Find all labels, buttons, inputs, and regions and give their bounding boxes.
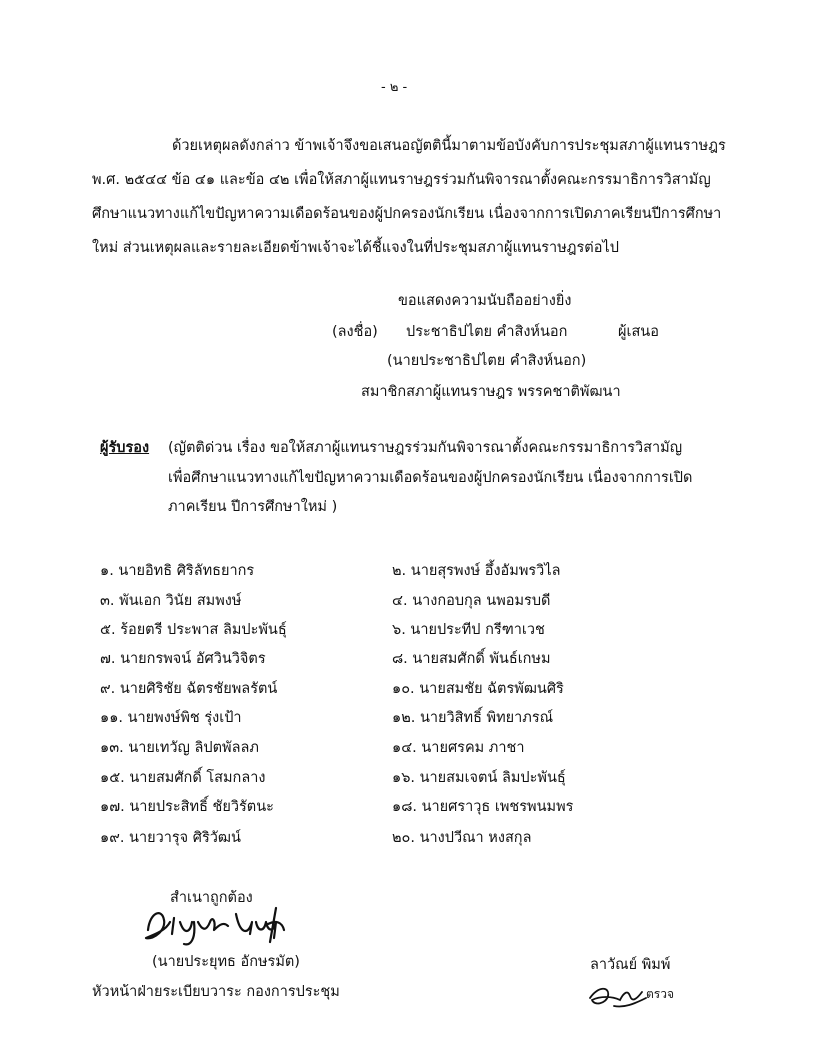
endorser-name: ๙. นายศิริชัย ฉัตรชัยพลรัตน์	[100, 681, 278, 697]
endorser-name: ๑๓. นายเทวัญ ลิปตพัลลภ	[100, 740, 259, 756]
check-label: ตรวจ	[646, 987, 675, 1001]
endorser-name: ๒. นายสุรพงษ์ อึ้งอัมพรวิไล	[392, 563, 561, 579]
endorser-name: ๒๐. นางปวีณา หงสกุล	[392, 830, 532, 846]
body-line: ศึกษาแนวทางแก้ไขปัญหาความเดือดร้อนของผู้ปกครองนักเรียน เนื่องจากการเปิดภาคเรียนปีการศึกษา	[92, 206, 722, 222]
endorser-row	[0, 649, 816, 671]
body-line: ใหม่ ส่วนเหตุผลและรายละเอียดข้าพเจ้าจะได้ชี้แจงในที่ประชุมสภาผู้แทนราษฎรต่อไป	[92, 240, 619, 256]
endorser-name: ๑๔. นายศรคม ภาชา	[392, 740, 525, 756]
certifier-title: หัวหน้าฝ่ายระเบียบวาระ กองการประชุม	[92, 984, 340, 1000]
endorser-name: ๑๒. นายวิสิทธิ์ พิทยาภรณ์	[392, 710, 554, 726]
endorser-name: ๑๐. นายสมชัย ฉัตรพัฒนศิริ	[392, 681, 564, 697]
signer-affiliation: สมาชิกสภาผู้แทนราษฎร พรรคชาติพัฒนา	[361, 384, 621, 400]
checker-signature	[584, 978, 654, 1012]
endorser-name: ๑. นายอิทธิ ศิริลัทธยากร	[100, 563, 255, 579]
closing-respect: ขอแสดงความนับถืออย่างยิ่ง	[398, 293, 572, 309]
typist-name: ลาวัณย์ พิมพ์	[590, 957, 671, 973]
sign-label: (ลงชื่อ)	[332, 324, 378, 340]
endorser-row	[0, 828, 816, 850]
signer-role: ผู้เสนอ	[618, 324, 659, 340]
endorser-row	[0, 738, 816, 760]
endorser-name: ๑๙. นายวารุจ ศิริวัฒน์	[100, 830, 241, 846]
endorser-row	[0, 591, 816, 613]
endorser-name: ๑๑. นายพงษ์พิช รุ่งเป้า	[100, 710, 242, 726]
motion-line: ภาคเรียน ปีการศึกษาใหม่ )	[168, 499, 338, 515]
endorser-name: ๔. นางกอบกุล นพอมรบดี	[392, 593, 551, 609]
endorser-name: ๘. นายสมศักดิ์ พันธ์เกษม	[392, 651, 551, 667]
endorser-name: ๓. พันเอก วินัย สมพงษ์	[100, 593, 242, 609]
endorser-row	[0, 679, 816, 701]
endorser-row	[0, 768, 816, 790]
body-line: พ.ศ. ๒๕๔๔ ข้อ ๔๑ และข้อ ๔๒ เพื่อให้สภาผู้แทนราษฎรร่วมกันพิจารณาตั้งคณะกรรมาธิการวิสามัญ	[92, 172, 711, 188]
endorser-name: ๑๖. นายสมเจตน์ ลิมปะพันธุ์	[392, 770, 566, 786]
body-line: ด้วยเหตุผลดังกล่าว ข้าพเจ้าจึงขอเสนอญัตตินี้มาตามข้อบังคับการประชุมสภาผู้แทนราษฎร	[172, 138, 726, 154]
endorser-row	[0, 620, 816, 642]
endorser-row	[0, 797, 816, 819]
endorser-name: ๑๗. นายประสิทธิ์ ชัยวิรัตนะ	[100, 799, 274, 815]
signer-name-paren: (นายประชาธิปไตย คำสิงห์นอก)	[387, 353, 587, 369]
motion-line: (ญัตติด่วน เรื่อง ขอให้สภาผู้แทนราษฎรร่วมกันพิจารณาตั้งคณะกรรมาธิการวิสามัญ	[168, 440, 683, 456]
endorser-row	[0, 561, 816, 583]
body-paragraph	[92, 129, 732, 265]
copy-certified-label: สำเนาถูกต้อง	[170, 890, 253, 906]
endorser-name: ๖. นายประทีป กรีฑาเวช	[392, 622, 545, 638]
page-number: - ๒ -	[381, 80, 408, 95]
endorser-row	[0, 708, 816, 730]
certifier-signature	[140, 900, 290, 948]
signer-name: ประชาธิปไตย คำสิงห์นอก	[406, 324, 568, 340]
endorser-name: ๑๘. นายศราวุธ เพชรพนมพร	[392, 799, 574, 815]
certifier-name: (นายประยุทธ อักษรมัต)	[152, 954, 300, 970]
endorser-name: ๗. นายกรพจน์ อัศวินวิจิตร	[100, 651, 266, 667]
endorsers-heading: ผู้รับรอง	[100, 440, 150, 456]
endorser-name: ๕. ร้อยตรี ประพาส ลิมปะพันธุ์	[100, 622, 287, 638]
endorser-name: ๑๕. นายสมศักดิ์ โสมกลาง	[100, 770, 266, 786]
motion-line: เพื่อศึกษาแนวทางแก้ไขปัญหาความเดือดร้อนของผู้ปกครองนักเรียน เนื่องจากการเปิด	[168, 470, 693, 486]
